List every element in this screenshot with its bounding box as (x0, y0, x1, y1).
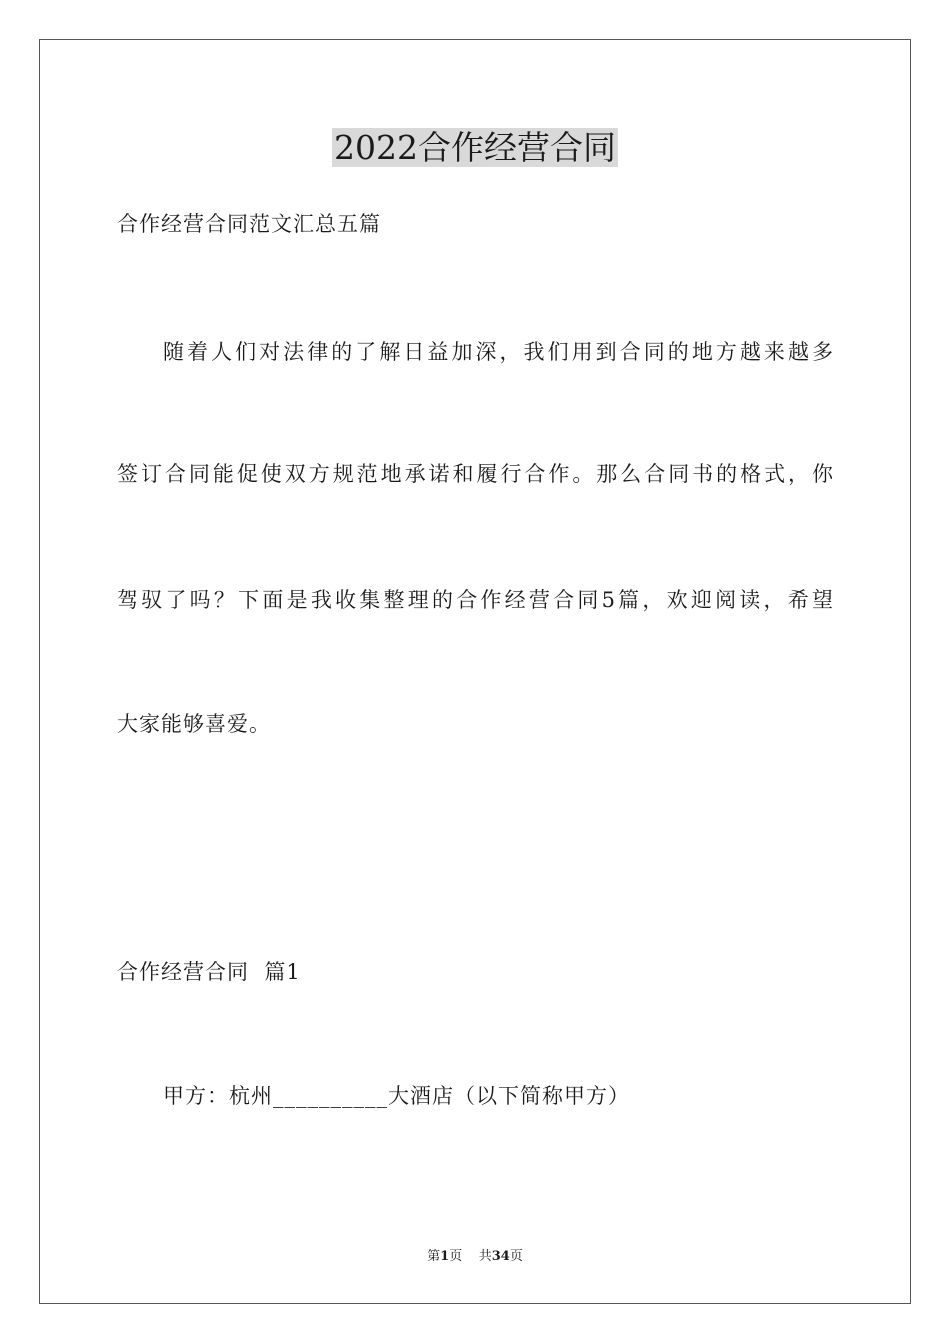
document-subtitle: 合作经营合同范文汇总五篇 (117, 212, 381, 236)
document-title (0, 126, 950, 170)
intro-line-3: 驾驭了吗？下面是我收集整理的合作经营合同5篇，欢迎阅读，希望 (117, 588, 833, 612)
footer-page-number: 1 (440, 1249, 450, 1264)
intro-line-2: 签订合同能促使双方规范地承诺和履行合作。那么合同书的格式，你 (117, 462, 833, 486)
document-title-text: 2022合作经营合同 (334, 128, 616, 167)
intro-line-4: 大家能够喜爱。 (117, 712, 271, 736)
intro-line-1: 随着人们对法律的了解日益加深，我们用到合同的地方越来越多 (163, 340, 833, 364)
footer-total-prefix: 共 (478, 1249, 492, 1264)
party-a-line: 甲方：杭州__________大酒店（以下简称甲方） (163, 1084, 630, 1108)
footer-page-suffix: 页 (449, 1249, 463, 1264)
page-footer (0, 1248, 950, 1266)
footer-total-pages: 34 (491, 1249, 510, 1264)
footer-total-suffix: 页 (509, 1249, 523, 1264)
footer-page-prefix: 第 (427, 1249, 441, 1264)
section-heading: 合作经营合同 篇1 (117, 960, 301, 984)
